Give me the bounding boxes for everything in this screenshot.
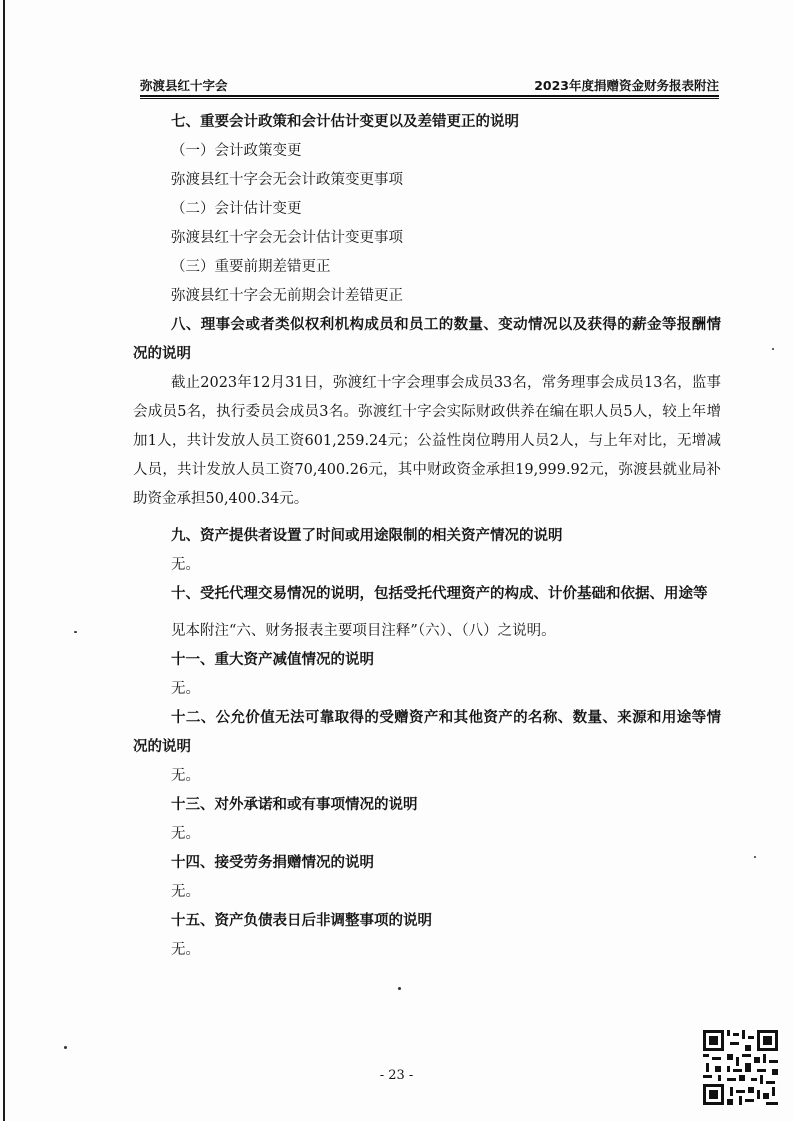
section-12-text: 无。 xyxy=(171,768,200,784)
scan-speck xyxy=(772,348,774,350)
section-11-text: 无。 xyxy=(171,681,200,697)
document-body xyxy=(133,108,721,965)
section-7-sub2-text: 弥渡县红十字会无会计估计变更事项 xyxy=(171,230,403,246)
page-number: - 23 - xyxy=(379,1068,414,1083)
section-7-title: 七、重要会计政策和会计估计变更以及差错更正的说明 xyxy=(171,114,519,130)
section-13-title: 十三、对外承诺和或有事项情况的说明 xyxy=(171,797,418,813)
scan-speck xyxy=(754,856,756,858)
section-7-sub3: （三）重要前期差错更正 xyxy=(171,259,331,275)
section-7-sub1: （一）会计政策变更 xyxy=(171,143,302,159)
section-12-title: 十二、公允价值无法可靠取得的受赠资产和其他资产的名称、数量、来源和用途等情况的说明 xyxy=(133,710,721,755)
section-8-title: 八、理事会或者类似权利机构成员和员工的数量、变动情况以及获得的薪金等报酬情况的说明 xyxy=(133,317,721,362)
section-10-title: 十、受托代理交易情况的说明，包括受托代理资产的构成、计价基础和依据、用途等 xyxy=(171,586,708,602)
section-7-sub3-text: 弥渡县红十字会无前期会计差错更正 xyxy=(171,288,403,304)
header-org: 弥渡县红十字会 xyxy=(140,78,228,93)
section-15-text: 无。 xyxy=(171,942,200,958)
qr-code-icon xyxy=(703,1030,778,1105)
section-15-title: 十五、资产负债表日后非调整事项的说明 xyxy=(171,913,432,929)
scan-speck xyxy=(74,631,77,633)
section-11-title: 十一、重大资产减值情况的说明 xyxy=(171,652,374,668)
scan-edge-line xyxy=(3,0,5,1121)
section-7-sub2: （二）会计估计变更 xyxy=(171,201,302,217)
header-rule-thick xyxy=(140,95,719,97)
section-14-title: 十四、接受劳务捐赠情况的说明 xyxy=(171,855,374,871)
scan-speck xyxy=(64,1046,67,1049)
header-doc-title: 2023年度捐赠资金财务报表附注 xyxy=(534,78,719,93)
section-8-text: 截止2023年12月31日，弥渡红十字会理事会成员33名，常务理事会成员13名，监事会成员5名，执行委员会成员3名。弥渡红十字会实际财政供养在编在职人员5人，较上年增加1人，共计发放人员工资601,259.24元；公益性岗位聘用人员2人，与上年对比，无增减人员，共计发放人员工资70,400.26元，其中财政资金承担19,999.92元，弥渡县就业局补助资金承担50,400.34元。 xyxy=(133,375,721,507)
scan-speck xyxy=(398,987,401,990)
section-9-text: 无。 xyxy=(171,557,200,573)
section-13-text: 无。 xyxy=(171,826,200,842)
header-rule-thin xyxy=(140,98,719,99)
section-10-text: 见本附注“六、财务报表主要项目注释”（六）、（八）之说明。 xyxy=(171,623,556,639)
section-7-sub1-text: 弥渡县红十字会无会计政策变更事项 xyxy=(171,172,403,188)
section-9-title: 九、资产提供者设置了时间或用途限制的相关资产情况的说明 xyxy=(171,528,563,544)
section-14-text: 无。 xyxy=(171,884,200,900)
